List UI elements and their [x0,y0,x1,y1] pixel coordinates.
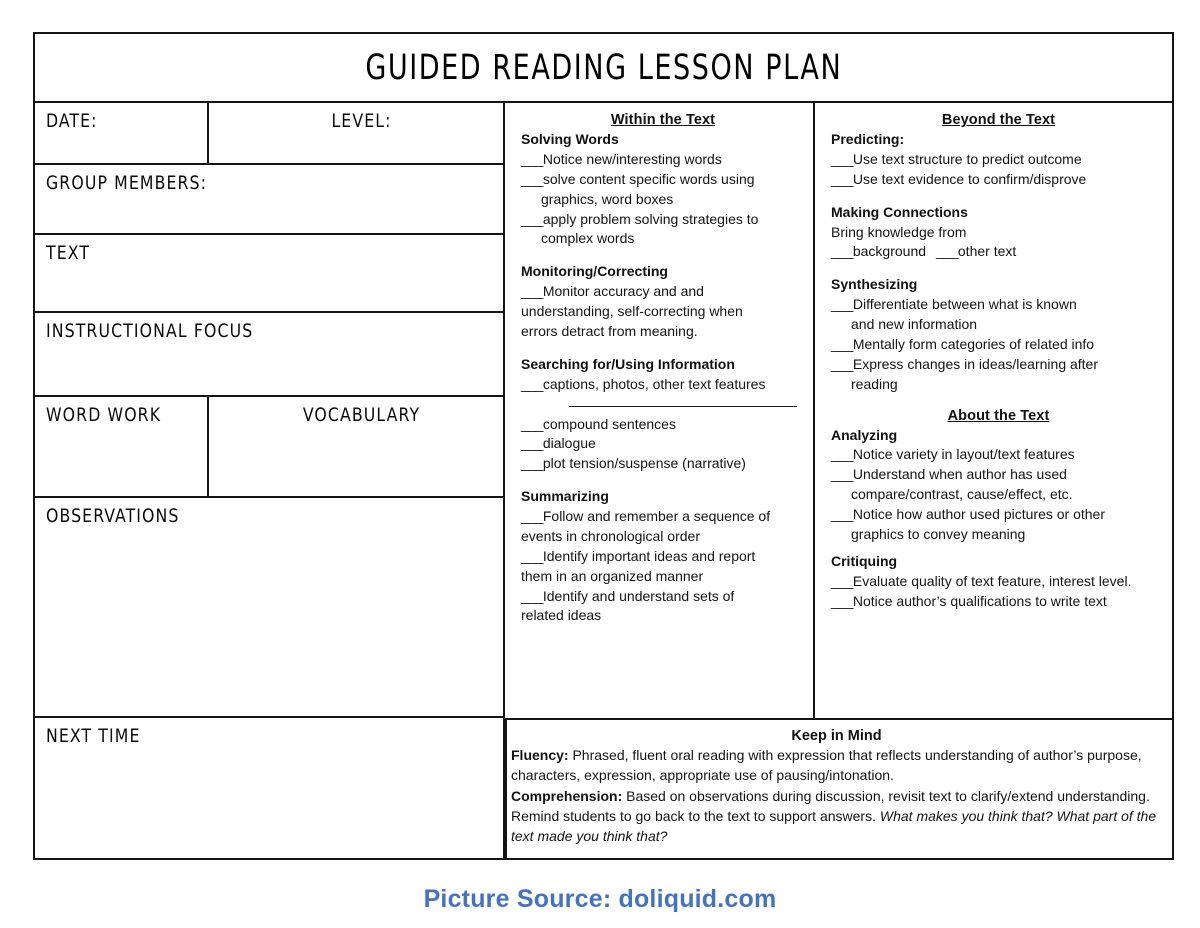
checklist-item[interactable] [521,587,805,607]
fluency-paragraph [511,745,1162,786]
making-connections-options[interactable] [831,242,1166,262]
comprehension-text: Based on observations during discussion, revisit text to clarify/extend understanding. Remind students to go back to the text to support answers. [511,787,1150,824]
predicting-heading: Predicting: [831,131,905,147]
checklist-item-continuation: graphics to convey meaning [851,525,1026,542]
checklist-item-label: compound sentences [542,415,676,432]
checklist-item-label: Evaluate quality of text feature, interest level. [852,572,1132,589]
summarizing-heading: Summarizing [521,488,609,505]
row-observations[interactable] [35,498,503,718]
next-time-label: NEXT TIME [46,726,141,748]
fluency-label: Fluency: [511,747,569,763]
checklist-item[interactable] [521,170,805,190]
checklist-item-label: Express changes in ideas/learning after [852,355,1099,372]
checklist-item[interactable] [521,415,805,435]
comprehension-paragraph [511,786,1162,847]
instructional-focus-label: INSTRUCTIONAL FOCUS [46,321,254,343]
checklist-item-continuation: related ideas [521,607,602,624]
spacer [831,262,1166,275]
checklist-item-label: Differentiate between what is known [852,296,1077,313]
making-connections-lead: Bring knowledge from [831,223,967,240]
cell-vocabulary[interactable] [209,397,503,496]
picture-source-footer: Picture Source: doliquid.com [423,885,777,913]
checklist-item-label: Monitor accuracy and and [542,283,704,300]
cell-instructional-focus[interactable] [35,313,503,395]
checklist-item-continuation: graphics, word boxes [541,190,674,207]
checklist-item-continuation: compare/contrast, cause/effect, etc. [851,486,1073,503]
checklist-item-continuation: them in an organized manner [521,567,704,584]
about-the-text-heading: About the Text [947,407,1050,424]
checklist-item-label: apply problem solving strategies to [542,210,759,227]
spacer [521,249,805,262]
checklist-item-continuation: complex words [541,230,635,247]
checklist-item[interactable] [831,445,1166,465]
left-column [35,103,505,858]
checklist-item[interactable] [521,434,805,454]
checklist-item-label: dialogue [542,435,596,452]
checklist-item-label: solve content specific words using [542,170,755,187]
observations-label: OBSERVATIONS [46,506,180,528]
row-word-work-vocabulary [35,397,503,498]
spacer [831,190,1166,203]
checklist-item[interactable] [521,150,805,170]
checklist-item-label: Notice variety in layout/text features [852,446,1075,463]
spacer [831,545,1166,552]
date-label: DATE: [46,111,98,133]
lesson-plan-title-row [35,34,1172,103]
within-the-text-column [505,103,815,718]
option-other-text-label: other text [957,243,1017,260]
write-in-line[interactable] [569,406,797,407]
checklist-item[interactable] [831,355,1166,375]
row-group-members[interactable] [35,165,503,235]
spacer [521,474,805,487]
solving-words-heading: Solving Words [521,131,619,147]
checklist-item-label: Identify and understand sets of [542,587,735,604]
option-background-label: background [852,243,927,260]
cell-word-work[interactable] [35,397,209,496]
row-text[interactable] [35,235,503,313]
checklist-item-continuation: understanding, self-correcting when [521,303,743,319]
synthesizing-heading: Synthesizing [831,276,918,293]
monitoring-correcting-heading: Monitoring/Correcting [521,263,668,280]
row-instructional-focus[interactable] [35,313,503,397]
level-label: LEVEL: [331,111,392,133]
checklist-item[interactable] [831,335,1166,355]
checklist-item[interactable] [831,295,1166,315]
checklist-item-label: Identify important ideas and report [542,547,756,564]
checklist-item-label: Use text structure to predict outcome [852,150,1082,167]
checklist-item-continuation: events in chronological order [521,527,700,544]
checklist-item-label: Understand when author has used [852,466,1067,483]
checklist-item[interactable] [521,454,805,474]
checklist-item-label: plot tension/suspense (narrative) [542,455,746,472]
spacer [831,395,1166,408]
spacer [521,342,805,355]
beyond-the-text-heading: Beyond the Text [941,112,1056,128]
checklist-item-label: Use text evidence to confirm/disprove [852,170,1087,187]
cell-text[interactable] [35,235,503,311]
checklist-item[interactable] [831,465,1166,485]
checklist-item-label: Follow and remember a sequence of [542,508,771,524]
comprehension-prompt-italic: What makes you think that? What part of the text made you think that? [511,807,1157,845]
checklist-item[interactable] [831,572,1166,592]
checklist-item-label: Notice new/interesting words [542,150,722,167]
checklist-item[interactable] [831,592,1166,612]
cell-next-time[interactable] [35,718,503,858]
analyzing-heading: Analyzing [831,426,898,443]
cell-group-members[interactable] [35,165,503,233]
checklist-item[interactable] [831,170,1166,190]
lesson-plan-sheet [33,32,1174,860]
keep-in-mind-section [505,718,1172,858]
cell-level[interactable] [209,103,503,163]
comprehension-label: Comprehension: [511,787,623,804]
checklist-item[interactable] [831,505,1166,525]
row-next-time[interactable] [35,718,503,858]
text-label: TEXT [46,243,91,265]
within-the-text-heading: Within the Text [610,112,716,128]
keep-in-mind-heading: Keep in Mind [791,728,882,744]
checklist-item[interactable] [521,507,805,527]
checklist-item-label: captions, photos, other text features [542,375,766,392]
checklist-item-continuation: and new information [851,316,978,332]
checklist-item[interactable] [831,150,1166,170]
checklist-item[interactable] [521,210,805,230]
checklist-item[interactable] [521,547,805,567]
searching-using-information-heading: Searching for/Using Information [521,355,735,372]
word-work-label: WORD WORK [46,405,162,427]
row-date-level [35,103,503,165]
checklist-item-continuation: reading [851,375,898,392]
beyond-the-text-column [815,103,1172,718]
checklist-item-label: Notice author’s qualifications to write text [852,592,1107,609]
cell-observations[interactable] [35,498,503,716]
checklist-item[interactable] [521,282,805,302]
checklist-item-continuation: errors detract from meaning. [521,322,698,339]
vocabulary-label: VOCABULARY [302,405,421,427]
checklist-item[interactable] [521,375,805,395]
making-connections-heading: Making Connections [831,203,968,220]
checklist-item-label: Notice how author used pictures or other [852,506,1105,522]
page-title: GUIDED READING LESSON PLAN [365,47,842,88]
group-members-label: GROUP MEMBERS: [46,173,208,195]
critiquing-heading: Critiquing [831,552,898,569]
fluency-text: Phrased, fluent oral reading with expression that reflects understanding of author’s purpose, characters, expression, appropriate use of pausing/intonation. [511,747,1142,784]
checklist-item-label: Mentally form categories of related info [852,335,1095,352]
cell-date[interactable] [35,103,209,163]
